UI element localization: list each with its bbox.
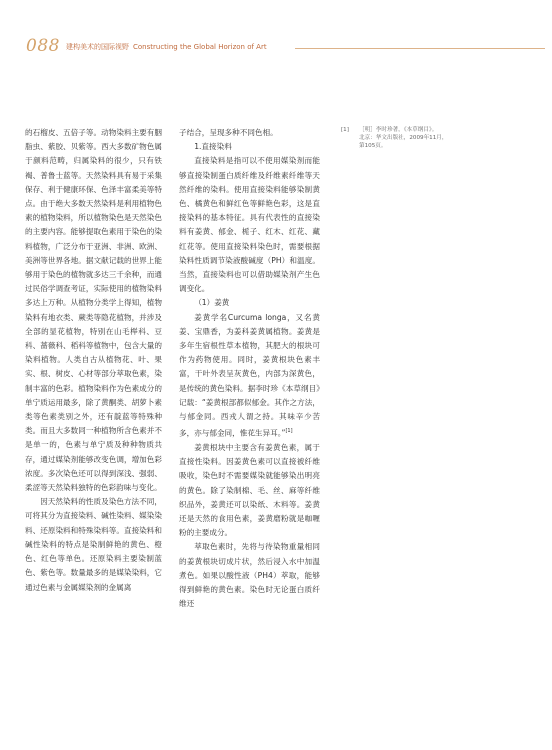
paragraph: 姜黄根块中主要含有姜黄色素，属于直接性染料。因姜黄色素可以直接被纤维吸收，染色时不需要媒染就能够染出明亮的黄色。除了染制棉、毛、丝、麻等纤维织品外，姜黄还可以染纸、木料等。姜黄还是天然的食用色素，姜黄磨粉就是咖喱粉的主要成分。 bbox=[179, 443, 320, 538]
paragraph-text: 姜黄学名 bbox=[194, 312, 228, 322]
footnote-line: 第105页。 bbox=[359, 143, 387, 149]
page-number: 088 bbox=[26, 36, 60, 56]
paragraph: 直接染料是指可以不使用媒染剂而能够直接染制蛋白质纤维及纤维素纤维等天然纤维的染料。使用直接染料能够染制黄色、橘黄色和鲜红色等鲜艳色彩，这是直接染料的基本特征。具有代表性的直接染料有姜黄、郁金、栀子、红木、红花、藏红花等。使用直接染料染色时，需要根据染料性质调节染液酸碱度（PH）和温度。当然，直接染料也可以借助媒染剂产生色调变化。 bbox=[179, 156, 320, 294]
left-text-column bbox=[25, 126, 162, 595]
footnote-line: 北京：华文出版社，2009年11月， bbox=[359, 135, 448, 141]
header-rule bbox=[295, 48, 545, 49]
running-title bbox=[66, 42, 267, 52]
footnote-line: ［明］李时珍著，《本草纲目》。 bbox=[359, 127, 438, 133]
paragraph: 的石榴皮、五倍子等。动物染料主要有胭脂虫、紫胶、贝紫等。西大多数矿物色属于颜料范畴，归属染料的很少，只有铁褐、普鲁士蓝等。天然染料具有易于采集保存、利于健康环保、色泽丰富柔美等特点。由于绝大多数天然染料是利用植物色素的植物染料，所以植物染色是天然染色的主要内容。能够提取色素用于染色的染料植物，广泛分布于亚洲、非洲、欧洲、美洲等世界各地。据文献记载的世界上能够用于染色的植物就多达三千余种，而通过民俗学调查考证，实际使用的植物染料多达上万种。从植物分类学上得知，植物染料有地衣类、蕨类等隐花植物，并涉及全部的显花植物，特别在山毛榉科、豆科、蔷薇科、稻科等植物中，包含大量的染料植物。人类自古从植物花、叶、果实、根、树皮、心材等部分萃取色素，染制丰富的色彩。植物染料作为色素成分的单宁质运用最多，除了黄酮类、胡萝卜素类等色素类别之外，还有靛蓝等特殊种类。而且大多数同一种植物所含色素并不是单一的，色素与单宁质及种种物质共存，通过媒染剂能够改变色调，增加色彩浓度。多次染色还可以得到深浅、强弱、柔涩等天然染料独特的色彩韵味与变化。 bbox=[25, 128, 162, 493]
paragraph: 子结合，呈现多种不同色相。 bbox=[179, 128, 278, 137]
middle-text-column bbox=[179, 126, 320, 611]
subsection-heading: （1）姜黄 bbox=[194, 298, 230, 308]
paragraph: 萃取色素时，先将与待染物重量相同的姜黄根块切成片状，然后浸入水中加温煮色。如果以酸性液（PH4）萃取，能够得到鲜艳的黄色素。染色时无论蛋白质纤维还 bbox=[179, 542, 320, 609]
running-title-zh: 建构美术的国际视野 bbox=[66, 43, 129, 51]
paragraph bbox=[179, 311, 320, 441]
section-heading: 1.直接染料 bbox=[194, 142, 232, 152]
footnote-mark: [1] bbox=[341, 127, 349, 133]
running-title-en: Constructing the Global Horizon of Art bbox=[133, 43, 267, 51]
footnote-text bbox=[359, 126, 447, 150]
footnote-ref: [1] bbox=[285, 428, 293, 435]
footnotes bbox=[341, 126, 531, 150]
latin-name: Curcuma longa bbox=[227, 312, 287, 322]
page-header bbox=[26, 36, 526, 62]
paragraph-text: ，又名黄姜、宝鼎香，为姜科姜黄属植物。姜黄是多年生宿根性草本植物，其肥大的根块可作为药物使用。同时，姜黄根块色素丰富，干叶外表呈灰黄色，内部为深黄色，是传统的黄色染料。据李时珍《本草纲目》记载：“姜黄根部都似郁金。其作之方法，与郁金同。西戎人谓之持。其味辛少苦多，亦与郁金同，惟花生异耳。” bbox=[179, 312, 320, 438]
paragraph: 因天然染料的性质及染色方法不同，可将其分为直接染料、碱性染料、媒染染料、还原染料和特殊染料等。直接染料和碱性染料的特点是染制鲜艳的黄色、橙色、红色等单色。还原染料主要染制蓝色、紫色等。数量最多的是媒染染料，它通过色素与金属媒染剂的金属离 bbox=[25, 497, 162, 592]
footnote bbox=[341, 126, 531, 150]
